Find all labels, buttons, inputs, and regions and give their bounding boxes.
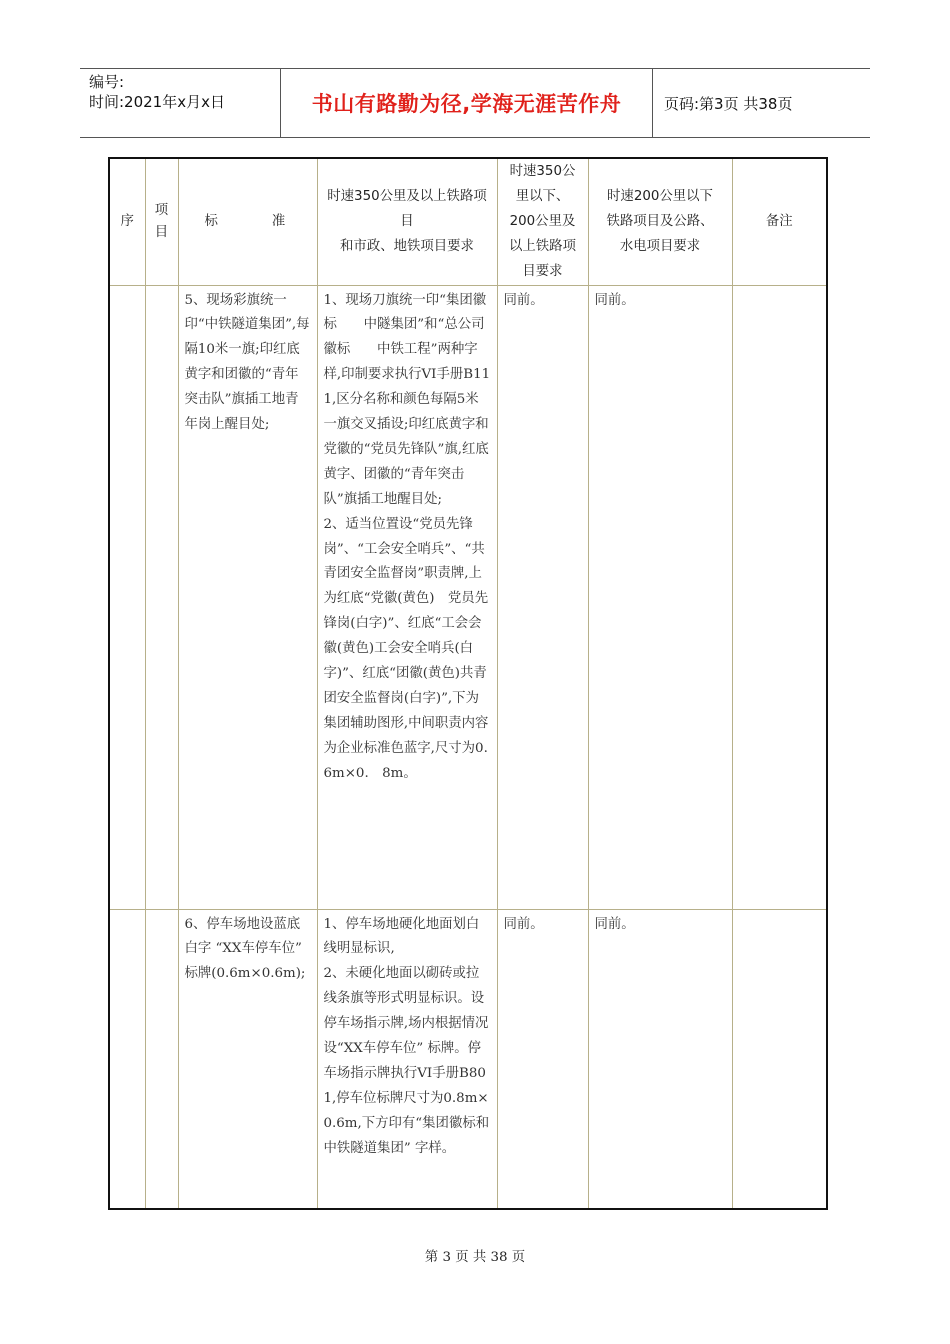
row-remarks	[732, 285, 827, 909]
header-req-200-below: 时速200公里以下铁路项目及公路、水电项目要求	[588, 158, 732, 285]
page-footer: 第 3 页 共 38 页	[424, 1250, 526, 1265]
row-req-200-350: 同前。	[497, 909, 588, 1209]
row-req-200-below: 同前。	[588, 909, 732, 1209]
row-standard: 5、现场彩旗统一印“中铁隧道集团”,每隔10米一旗;印红底黄字和团徽的“青年突击队”旗插工地青年岗上醒目处;	[178, 285, 317, 909]
header-standard	[178, 158, 317, 285]
header-page-info: 页码:第3页 共38页	[664, 94, 793, 113]
row-item	[145, 909, 178, 1209]
page-header	[80, 68, 870, 138]
row-standard: 6、停车场地设蓝底白字 “XX车停车位” 标牌(0.6m×0.6m);	[178, 909, 317, 1209]
row-seq	[109, 909, 145, 1209]
header-motto-cell	[281, 69, 653, 137]
header-item	[145, 158, 178, 285]
header-item-label: 项目	[154, 202, 169, 240]
row-remarks	[732, 909, 827, 1209]
table-row	[109, 285, 827, 909]
header-motto: 书山有路勤为径,学海无涯苦作舟	[311, 92, 622, 116]
row-item	[145, 285, 178, 909]
row-req-200-below: 同前。	[588, 285, 732, 909]
row-req-350: 1、现场刀旗统一印“集团徽标 中隧集团”和“总公司徽标 中铁工程”两种字样,印制要求执行VI手册B111,区分名称和颜色每隔5米一旗交叉插设;印红底黄字和党徽的“党员先锋队”旗,红底黄字、团徽的“青年突击队”旗插工地醒目处; 2、适当位置设“党员先锋岗”、“工会安全哨兵”、“共青团安全监督岗”职责牌,上为红底“党徽(黄色) 党员先锋岗(白字)”、红底“工会会徽(黄色)工会安全哨兵(白字)”、红底“团徽(黄色)共青团安全监督岗(白字)”,下为集团辅助图形,中间职责内容为企业标准色蓝字,尺寸为0. 6m×0. 8m。	[317, 285, 497, 909]
document-time-label: 时间:2021年x月x日	[89, 93, 225, 111]
header-standard-b: 准	[271, 214, 286, 230]
header-meta	[80, 69, 281, 137]
header-req-200-350: 时速350公里以下、200公里及以上铁路项目要求	[497, 158, 588, 285]
row-req-350: 1、停车场地硬化地面划白线明显标识, 2、未硬化地面以砌砖或拉线条旗等形式明显标识。设停车场指示牌,场内根据情况设“XX车停车位” 标牌。停车场指示牌执行VI手册B801,停车位标牌尺寸为0.8m×0.6m,下方印有“集团徽标和中铁隧道集团” 字样。	[317, 909, 497, 1209]
header-seq: 序	[109, 158, 145, 285]
header-req-350: 时速350公里及以上铁路项目 和市政、地铁项目要求	[317, 158, 497, 285]
table-header-row	[109, 158, 827, 285]
requirements-table	[108, 157, 828, 1210]
row-req-200-350: 同前。	[497, 285, 588, 909]
table-row	[109, 909, 827, 1209]
row-seq	[109, 285, 145, 909]
header-standard-a: 标	[204, 214, 218, 230]
document-number-label: 编号:	[89, 73, 125, 91]
header-remarks: 备注	[732, 158, 827, 285]
